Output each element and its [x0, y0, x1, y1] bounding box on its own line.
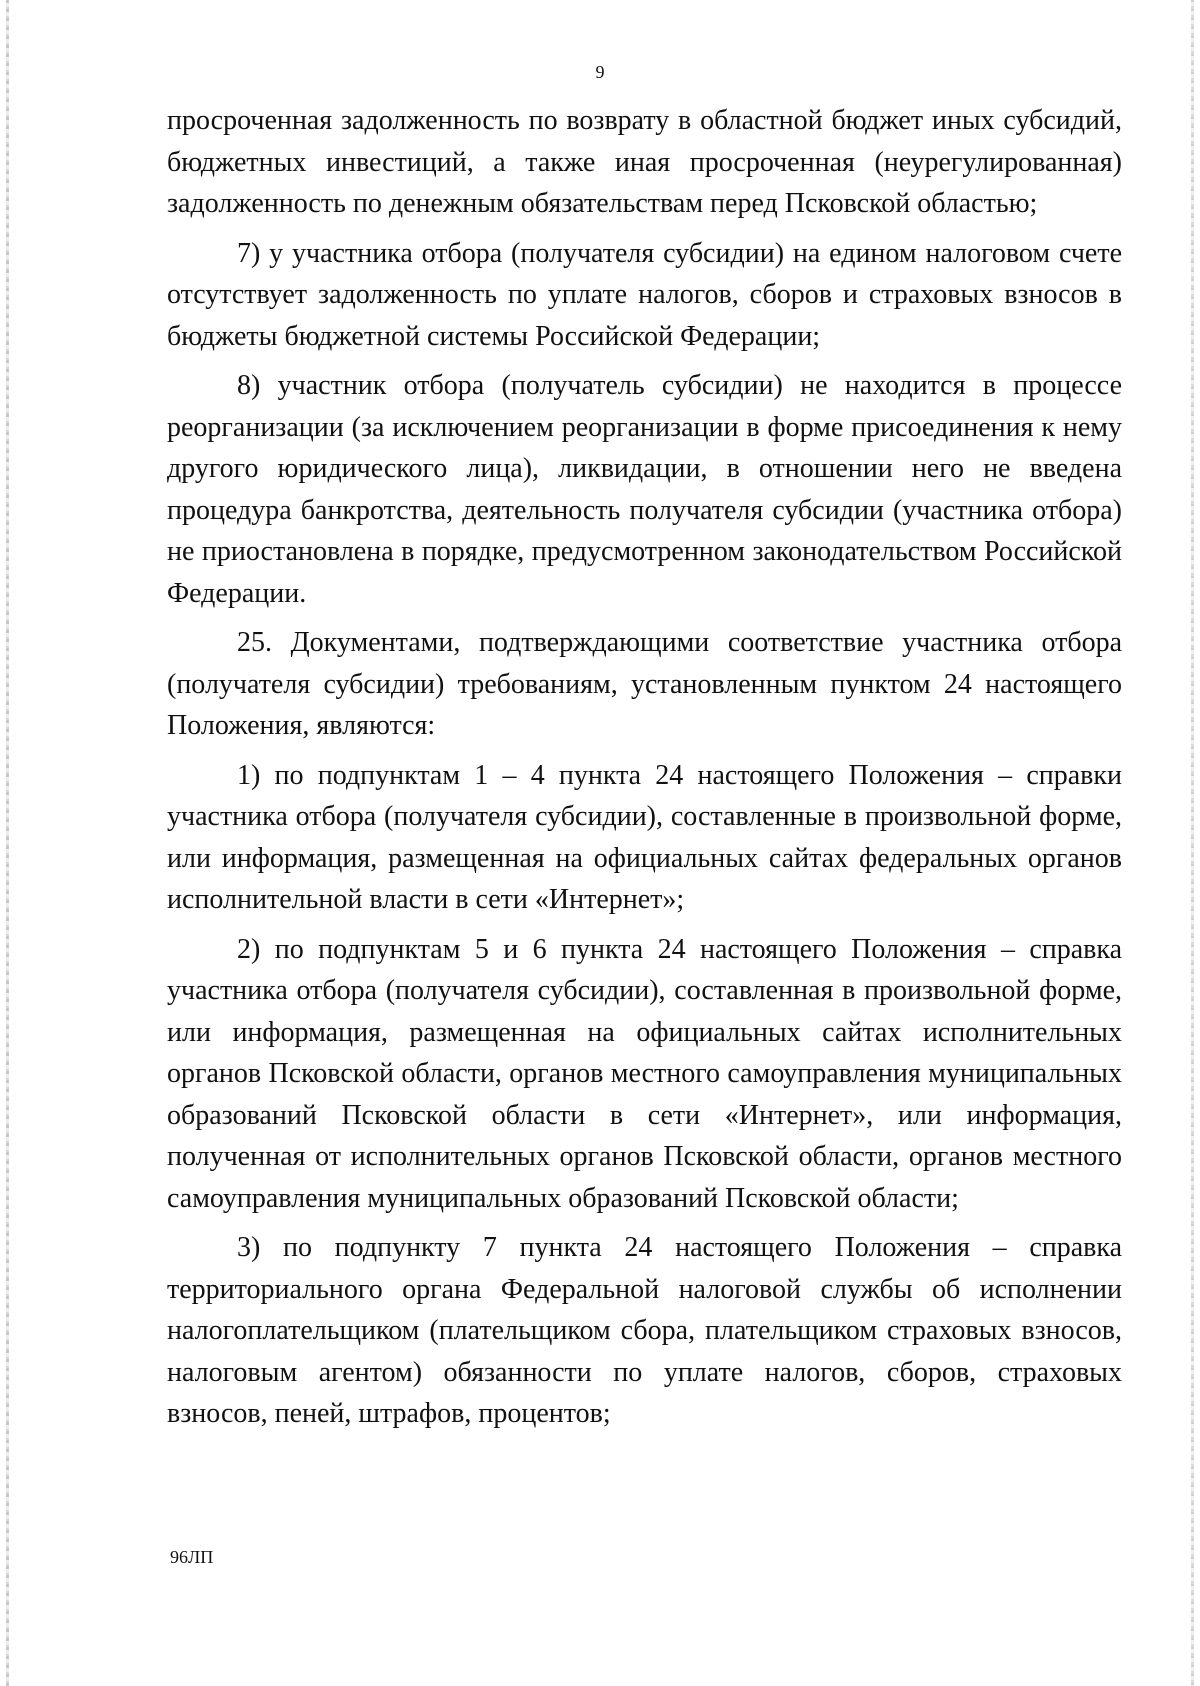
document-body: [167, 100, 1122, 1435]
paragraph-subitem-3: 3) по подпункту 7 пункта 24 настоящего Положения – справка территориального органа Федеральной налоговой службы об исполнении налогоплательщиком (плательщиком сбора, плательщиком страховых взносов, налоговым агентом) обязанности по уплате налогов, сборов, страховых взносов, пеней, штрафов, процентов;: [167, 1232, 1122, 1429]
page-number: 9: [595, 62, 605, 82]
paragraph-subitem-2: 2) по подпунктам 5 и 6 пункта 24 настоящего Положения – справка участника отбора (получателя субсидии), составленная в произвольной форме, или информация, размещенная на официальных сайтах исполнительных органов Псковской области, органов местного самоуправления муниципальных образований Псковской области в сети «Интернет», или информация, полученная от исполнительных органов Псковской области, органов местного самоуправления муниципальных образований Псковской области;: [167, 933, 1122, 1214]
paragraph-item-8: 8) участник отбора (получатель субсидии) не находится в процессе реорганизации (за исключением реорганизации в форме присоединения к нему другого юридического лица), ликвидации, в отношении него не введена процедура банкротства, деятельность получателя субсидии (участника отбора) не приостановлена в порядке, предусмотренном законодательством Российской Федерации.: [167, 370, 1122, 609]
footer-document-code: 96ЛП: [170, 1547, 214, 1567]
paragraph-continuation: просроченная задолженность по возврату в областной бюджет иных субсидий, бюджетных инвестиций, а также иная просроченная (неурегулированная) задолженность по денежным обязательствам перед Псковской областью;: [167, 105, 1122, 219]
paragraph-subitem-1: 1) по подпунктам 1 – 4 пункта 24 настоящего Положения – справки участника отбора (получателя субсидии), составленные в произвольной форме, или информация, размещенная на официальных сайтах федеральных органов исполнительной власти в сети «Интернет»;: [167, 759, 1122, 915]
scan-edge-left: [6, 0, 9, 1686]
scan-edge-right: [1191, 0, 1194, 1686]
paragraph-item-7: 7) у участника отбора (получателя субсидии) на едином налоговом счете отсутствует задолженность по уплате налогов, сборов и страховых взносов в бюджеты бюджетной системы Российской Федерации;: [167, 237, 1122, 352]
paragraph-clause-25: 25. Документами, подтверждающими соответствие участника отбора (получателя субсидии) требованиям, установленным пунктом 24 настоящего Положения, являются:: [167, 627, 1122, 741]
